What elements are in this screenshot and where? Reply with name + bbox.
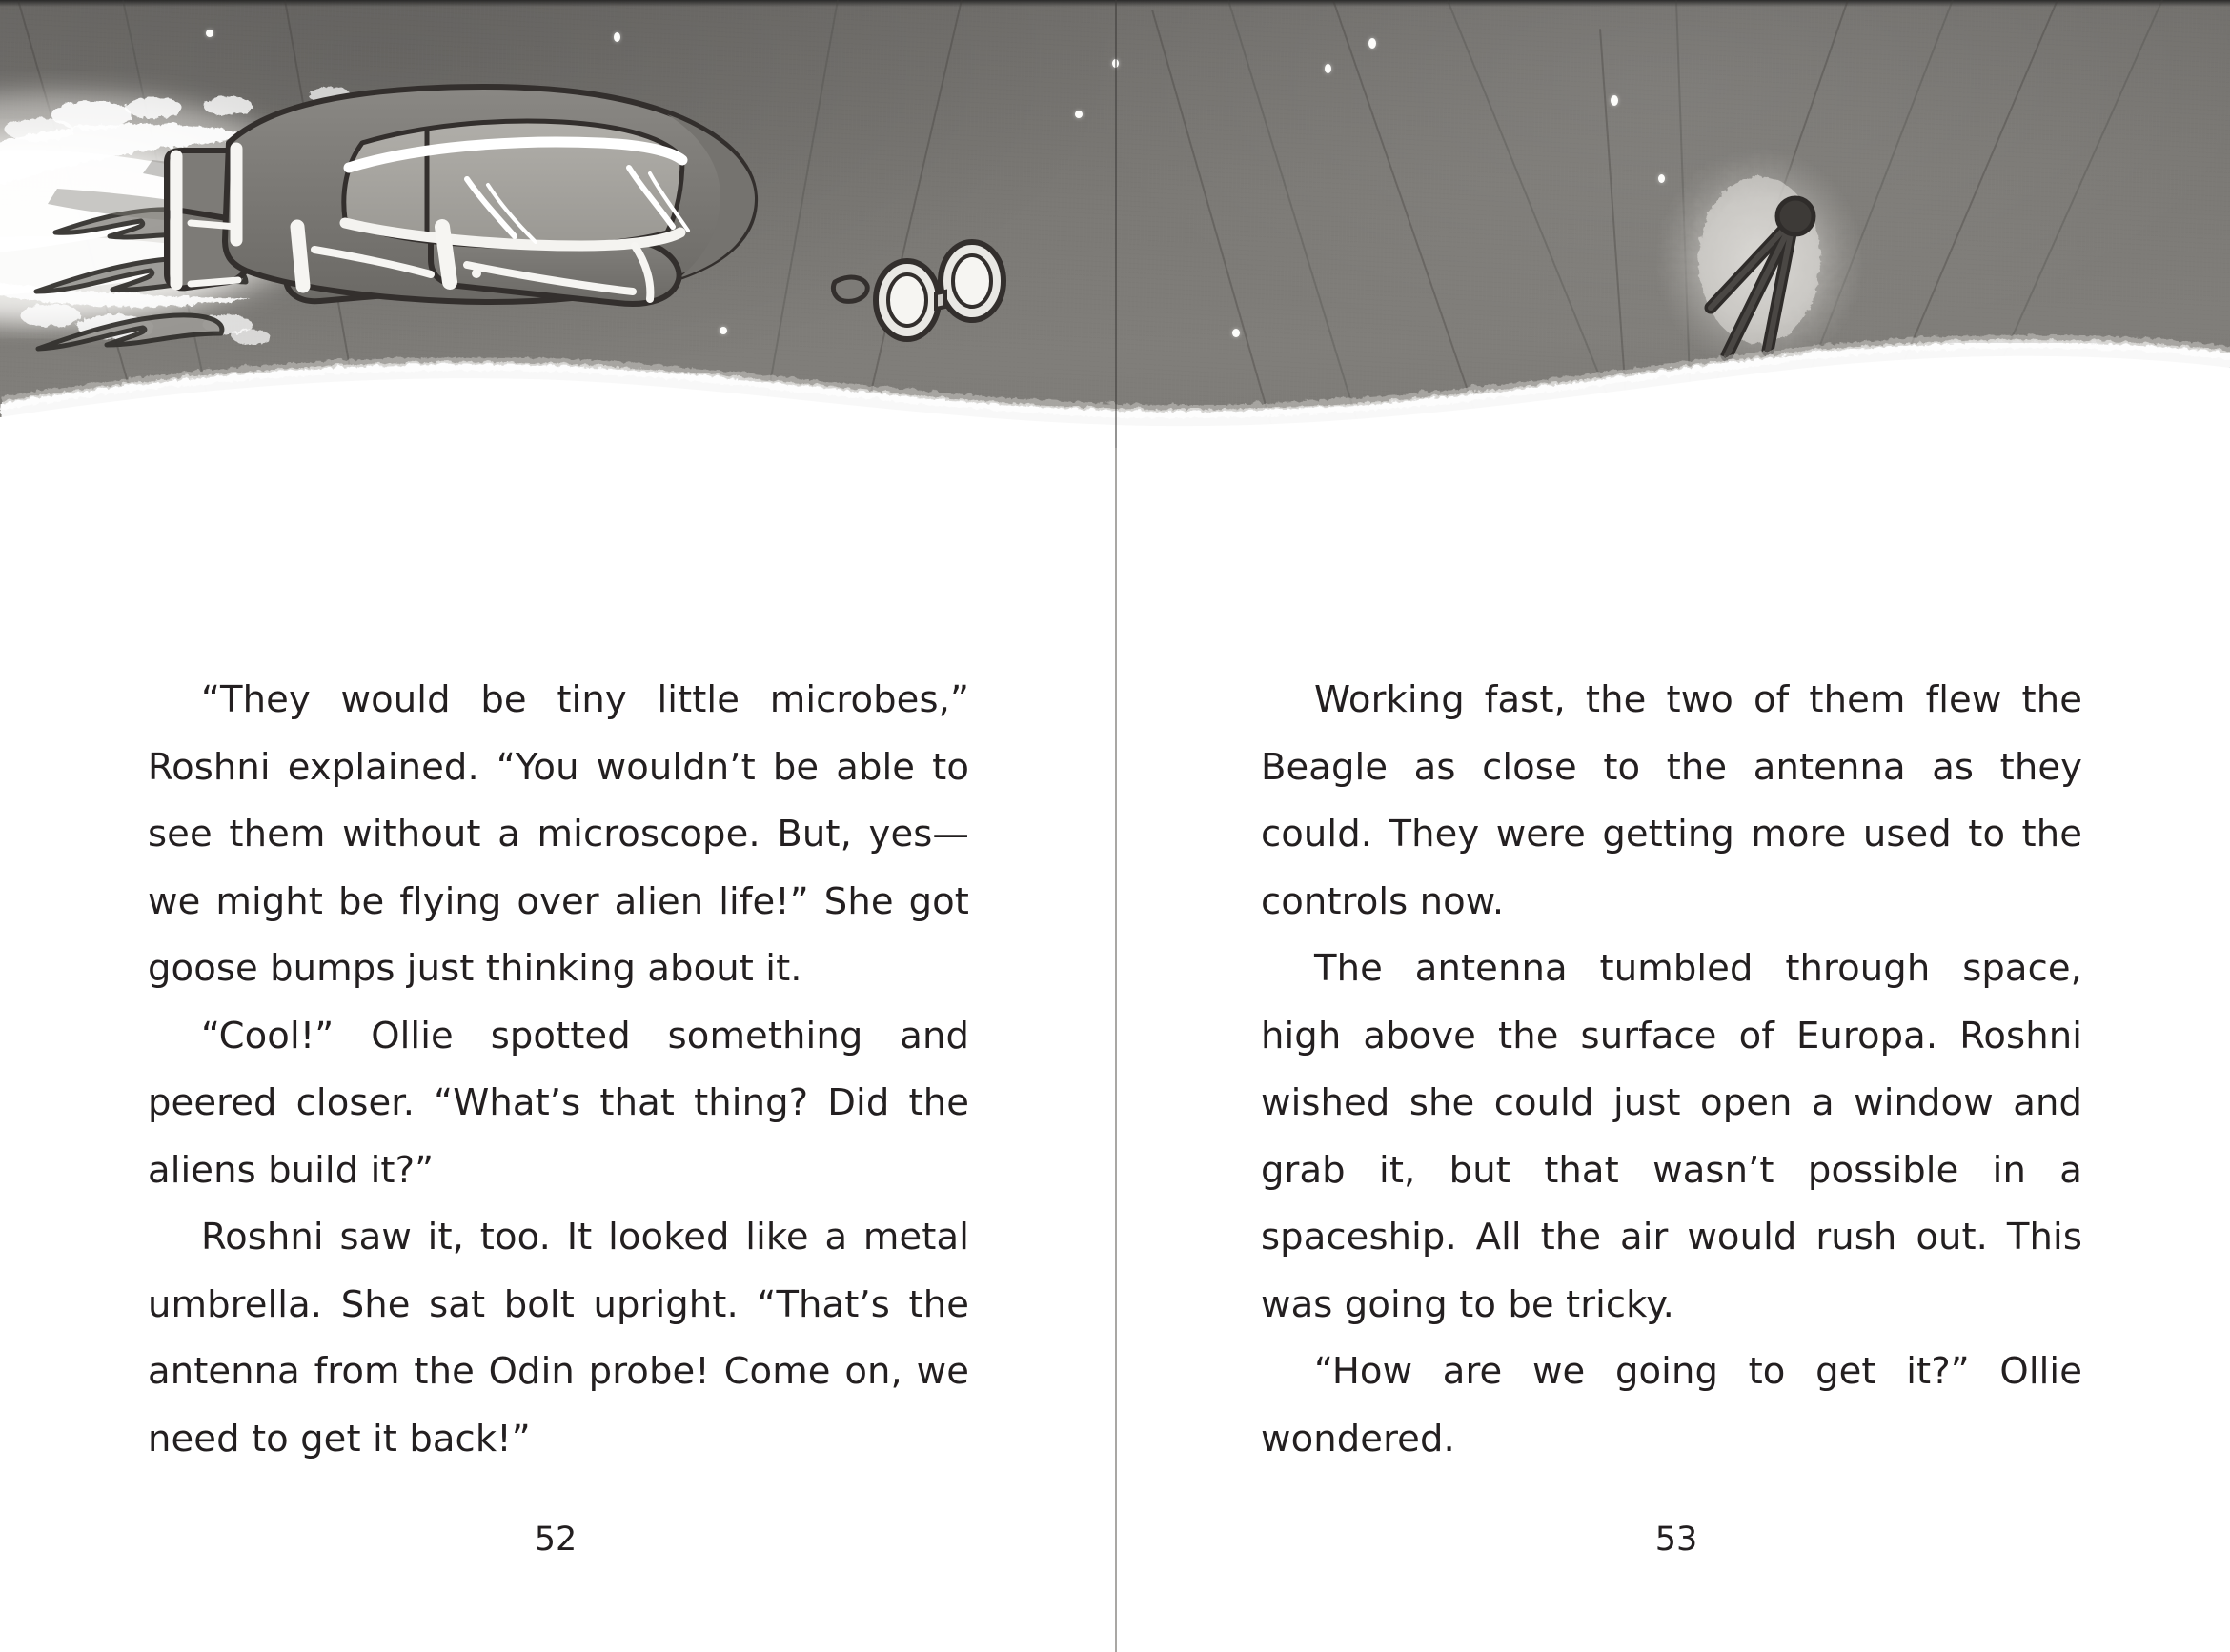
paragraph: [1261, 667, 2082, 936]
paragraph: [148, 1204, 969, 1473]
paragraph-text: Working fast, the two of them flew the Beagle as close to the antenna as they could. They were getting more used to the controls now.: [1261, 678, 2082, 923]
paragraph-text: The antenna tumbled through space, high above the surface of Europa. Roshni wished she could just open a window and grab it, but that wasn’t possible in a spaceship. All the air would rush out. This was going to be tricky.: [1261, 947, 2082, 1326]
paragraph: [148, 1003, 969, 1205]
paragraph-text: Roshni saw it, too. It looked like a metal umbrella. She sat bolt upright. “That’s the antenna from the Odin probe! Come on, we need to get it back!”: [148, 1216, 969, 1461]
paragraph: [148, 667, 969, 1003]
gutter-divider: [1115, 448, 1117, 1652]
porthole-goggles-icon: [876, 242, 1003, 339]
paragraph-text: “How are we going to get it?” Ollie wondered.: [1261, 1350, 2082, 1461]
spaceship-icon: [167, 87, 867, 304]
page-number-right: 53: [1654, 1521, 1698, 1559]
gutter-divider-illustration: [1115, 0, 1117, 448]
paragraph: [1261, 1339, 2082, 1473]
paragraph: [1261, 936, 2082, 1339]
antenna-illustration: [1653, 147, 1863, 372]
left-page-text-column: [148, 667, 969, 1473]
page-number-left: 52: [534, 1521, 578, 1559]
right-page-text-column: [1261, 667, 2082, 1473]
paragraph-text: “Cool!” Ollie spotted something and peered closer. “What’s that thing? Did the aliens build it?”: [148, 1014, 969, 1192]
paragraph-text: “They would be tiny little microbes,” Roshni explained. “You wouldn’t be able to see them without a microscope. But, yes—we might be flying over alien life!” She got goose bumps just thinking about it.: [148, 678, 969, 990]
